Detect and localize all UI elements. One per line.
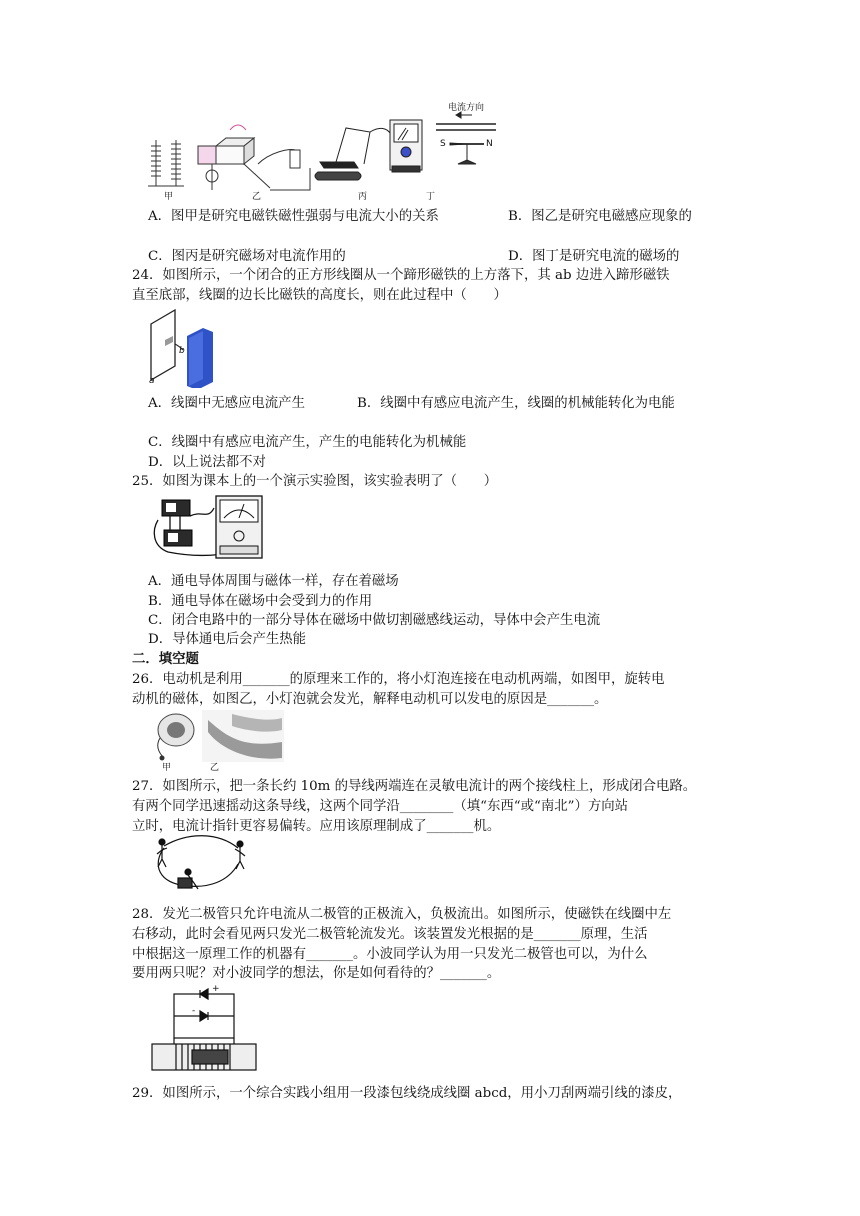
q24-option-a: A．线圈中无感应电流产生	[148, 396, 305, 411]
q24-fig-label-a: a	[149, 376, 155, 386]
q26-figure	[148, 708, 286, 773]
fig-label-jia: 甲	[164, 192, 174, 202]
q25-option-b: B．通电导体在磁场中会受到力的作用	[148, 594, 373, 609]
q28-led-minus-label: -	[192, 1006, 196, 1016]
q24-option-d: D．以上说法都不对	[148, 455, 266, 470]
q26-line-2: 动机的磁体，如图乙，小灯泡就会发光，解释电动机可以发电的原因是_______。	[132, 692, 608, 707]
q27-line-2: 有两个同学迅速摇动这条导线，这两个同学沿________（填“东西“或“南北”）方向站	[132, 799, 629, 814]
q25-option-d: D．导体通电后会产生热能	[148, 632, 307, 647]
q24-stem-line-2: 直至底部，线圈的边长比磁铁的高度长，则在此过程中（ ）	[132, 288, 507, 303]
fig-jia-electromagnets	[148, 140, 184, 186]
q24-option-c: C．线圈中有感应电流产生，产生的电能转化为机械能	[148, 435, 467, 450]
fig-label-s: S	[440, 139, 446, 149]
q25-option-a: A．通电导体周围与磁体一样，存在着磁场	[148, 574, 399, 589]
fig-label-ding: 丁	[426, 192, 436, 202]
q28-led-plus-label: +	[212, 984, 220, 994]
q23-option-a: A．图甲是研究电磁铁磁性强弱与电流大小的关系	[148, 209, 439, 224]
q26-fig-label-yi: 乙	[210, 763, 220, 773]
q24-option-b: B．线圈中有感应电流产生，线圈的机械能转化为电能	[357, 396, 675, 411]
q29-line-1: 29．如图所示，一个综合实践小组用一段漆包线绕成线圈 abcd，用小刀刮两端引线的漆皮，	[132, 1086, 682, 1101]
fig-label-n: N	[486, 139, 493, 149]
fig-ding-compass	[436, 112, 496, 164]
q24-stem-line-1: 24．如图所示，一个闭合的正方形线圈从一个蹄形磁铁的上方落下，其 ab 边进入蹄形磁铁	[132, 268, 670, 283]
q28-line-1: 28．发光二极管只允许电流从二极管的正极流入，负极流出。如图所示，使磁铁在线圈中左	[132, 907, 672, 922]
q28-line-2: 右移动，此时会看见两只发光二极管轮流发光。该装置发光根据的是_______原理，生活	[132, 927, 648, 942]
fig-label-yi: 乙	[252, 192, 262, 202]
section-heading-fill-blank: 二．填空题	[132, 652, 199, 667]
q24-figure	[145, 306, 225, 388]
q25-stem: 25．如图为课本上的一个演示实验图，该实验表明了（ ）	[132, 474, 498, 489]
q27-line-1: 27．如图所示，把一条长约 10m 的导线两端连在灵敏电流计的两个接线柱上，形成闭合电路。	[132, 779, 697, 794]
q26-line-1: 26．电动机是利用_______的原理来工作的，将小灯泡连接在电动机两端，如图甲，旋转电	[132, 672, 665, 687]
q27-figure	[148, 834, 248, 896]
q28-figure	[148, 984, 260, 1076]
q23-option-c: C．图丙是研究磁场对电流作用的	[148, 249, 346, 264]
q28-line-4: 要用两只呢？对小波同学的想法，你是如何看待的？_______。	[132, 966, 501, 981]
q25-option-c: C．闭合电路中的一部分导体在磁场中做切割磁感线运动，导体中会产生电流	[148, 613, 601, 628]
q25-figure	[148, 490, 270, 564]
q28-line-3: 中根据这一原理工作的机器有_______。小波同学认为用一只发光二极管也可以，为什么	[132, 947, 648, 962]
fig-bing-apparatus	[315, 120, 422, 180]
fig-label-current-direction: 电流方向	[448, 103, 485, 113]
q26-fig-label-jia: 甲	[162, 763, 172, 773]
q23-figure	[140, 100, 510, 200]
fig-label-bing: 丙	[358, 192, 368, 202]
q23-option-b: B．图乙是研究电磁感应现象的	[508, 209, 692, 224]
q23-option-d: D．图丁是研究电流的磁场的	[508, 249, 680, 264]
fig-yi-apparatus	[198, 125, 310, 190]
q27-line-3: 立时，电流计指针更容易偏转。应用该原理制成了_______机。	[132, 819, 501, 834]
q24-fig-label-b: b	[179, 346, 185, 356]
